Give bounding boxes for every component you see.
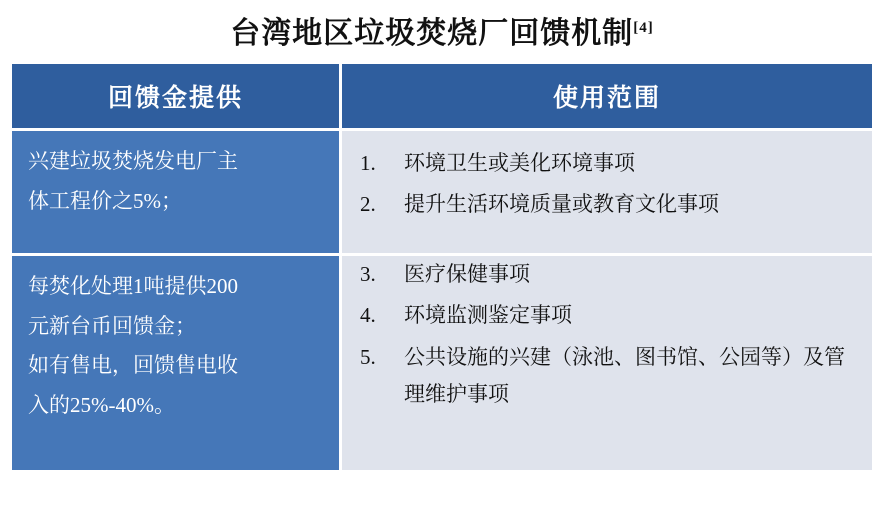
funding-source-line: 每焚化处理1吨提供200 <box>28 274 238 298</box>
list-item-label: 环境监测鉴定事项 <box>404 303 572 328</box>
page-title-text: 台湾地区垃圾焚烧厂回馈机制 <box>230 17 634 50</box>
list-item-label: 环境卫生或美化环境事项 <box>404 151 635 175</box>
list-item-number: 1. <box>360 151 376 175</box>
list-item <box>360 297 854 334</box>
list-item-number: 2. <box>360 192 376 217</box>
list-item <box>360 186 854 223</box>
title-reference-marker: [4] <box>633 20 654 36</box>
list-item-label: 提升生活环境质量或教育文化事项 <box>404 192 719 217</box>
funding-source-line: 元新台币回馈金； <box>28 313 196 338</box>
list-item-label: 公共设施的兴建（泳池、图书馆、公园等）及管理维护事项 <box>404 344 845 407</box>
table-body-row-2 <box>12 253 872 470</box>
list-item <box>360 256 854 293</box>
column-header-funding-source: 回馈金提供 <box>12 64 342 128</box>
list-item-number: 5. <box>360 344 376 369</box>
funding-source-line: 兴建垃圾焚烧发电厂主 <box>28 149 238 173</box>
page-title <box>0 0 884 62</box>
funding-source-line: 如有售电，回馈售电收 <box>28 353 238 378</box>
column-header-usage-scope: 使用范围 <box>552 85 661 112</box>
list-item-number: 3. <box>360 262 376 286</box>
usage-scope-list <box>360 145 854 224</box>
usage-scope-cell <box>342 131 872 253</box>
list-item-number: 4. <box>360 303 376 328</box>
list-item <box>360 339 854 414</box>
list-item <box>360 145 854 182</box>
feedback-mechanism-table <box>10 62 874 472</box>
table-body-row-1 <box>12 128 872 253</box>
usage-scope-cell-continued <box>342 256 872 470</box>
funding-source-line: 入的25%-40%。 <box>28 392 175 417</box>
funding-source-line: 体工程价之5%； <box>28 188 182 213</box>
list-item-label: 医疗保健事项 <box>404 262 530 286</box>
funding-source-cell-1 <box>12 131 342 253</box>
usage-scope-list-continued <box>360 256 854 414</box>
table-header-row <box>12 64 872 128</box>
funding-source-cell-2 <box>12 256 342 470</box>
